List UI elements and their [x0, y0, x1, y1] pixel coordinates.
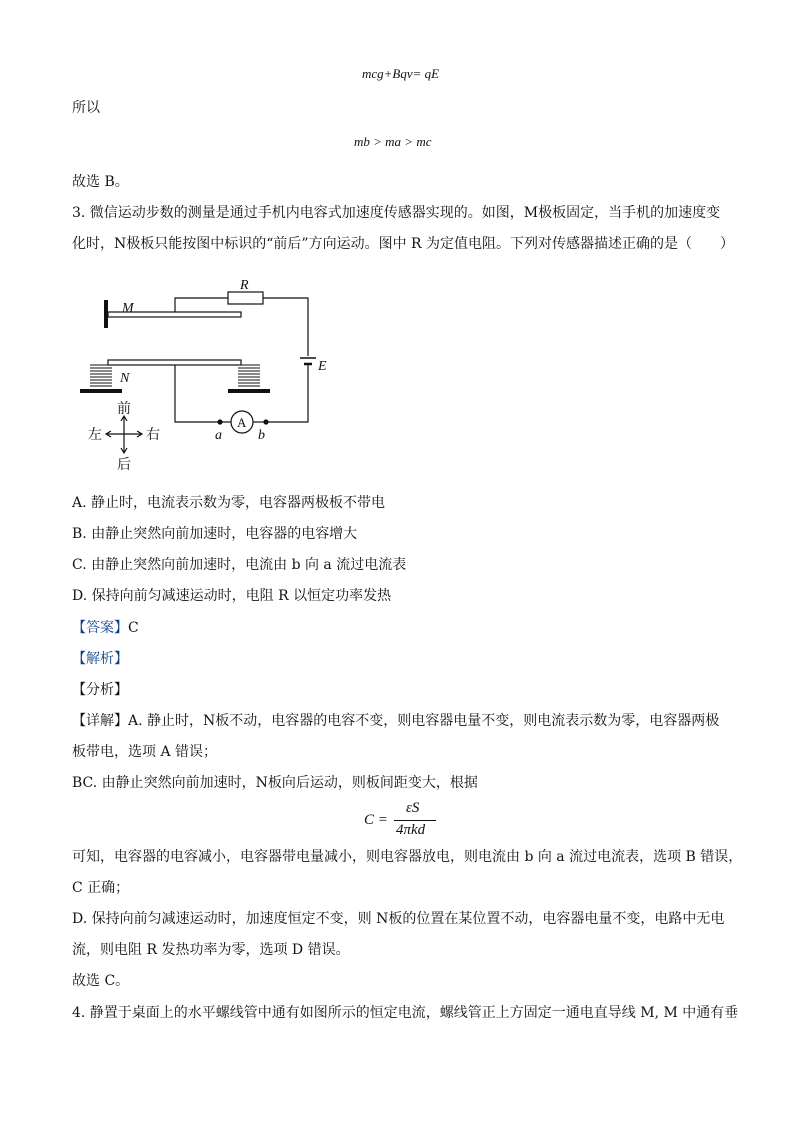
wire-r-to-battery — [263, 298, 308, 356]
text-answer-c: 故选 C。 — [72, 973, 130, 989]
option-c: C. 由静止突然向前加速时，电流由 b 向 a 流过电流表 — [72, 557, 407, 573]
formula-mass-order: mb > ma > mc — [354, 134, 432, 149]
option-d: D. 保持向前匀减速运动时，电阻 R 以恒定功率发热 — [72, 588, 392, 604]
capacitor-circuit-diagram — [78, 272, 338, 477]
spring-right — [238, 365, 260, 386]
xiangjie-text: A. 静止时，N板不动，电容器的电容不变，则电容器电量不变，则电流表示数为零，电容器两极 — [128, 713, 720, 729]
xiangjie-tag: 【详解】 — [72, 713, 128, 729]
label-e: E — [318, 359, 327, 374]
kz-line-1: 可知，电容器的电容减小，电容器带电量减小，则电容器放电，则电流由 b 向 a 流过电流表，选项 B 错误， — [72, 849, 743, 865]
label-you: 右 — [146, 428, 160, 443]
wire-m-to-r — [175, 298, 228, 312]
label-a: a — [215, 428, 222, 443]
wire-n-to-a — [175, 365, 220, 422]
label-n: N — [120, 371, 130, 386]
xiangjie-line-1 — [72, 711, 719, 731]
question-3-line-1: 3. 微信运动步数的测量是通过手机内电容式加速度传感器实现的。如图，M极板固定，当手机的加速度变 — [72, 205, 721, 221]
wire-battery-to-b — [266, 365, 308, 422]
xiangjie-line-2: 板带电，选项 A 错误； — [72, 744, 218, 760]
bc-line-1: BC. 由静止突然向前加速时，N板向后运动，则板间距变大，根据 — [72, 775, 478, 791]
answer-tag: 【答案】 — [72, 620, 128, 636]
jiexi-tag: 【解析】 — [72, 651, 128, 667]
question-4-line-1: 4. 静置于桌面上的水平螺线管中通有如图所示的恒定电流，螺线管正上方固定一通电直导线 M, M 中通有垂 — [72, 1005, 739, 1021]
option-a: A. 静止时，电流表示数为零，电容器两极板不带电 — [72, 495, 386, 511]
formula-c-numerator: εS — [406, 800, 420, 816]
answer-line — [72, 618, 139, 638]
answer-value: C — [128, 620, 139, 636]
label-qian: 前 — [117, 402, 131, 417]
d-line-1: D. 保持向前匀减速运动时，加速度恒定不变，则 N板的位置在某位置不动，电容器电量不变，电路中无电 — [72, 911, 725, 927]
kz-line-2: C 正确； — [72, 880, 130, 896]
direction-arrows — [106, 416, 142, 453]
formula-force-balance: mcg+Bqv= qE — [362, 66, 440, 81]
formula-c-fraction-bar — [394, 820, 436, 821]
text-answer-b: 故选 B。 — [72, 174, 129, 190]
formula-c-lhs: C = — [364, 812, 388, 828]
label-zuo: 左 — [88, 428, 102, 443]
label-m: M — [122, 301, 134, 316]
option-b: B. 由静止突然向前加速时，电容器的电容增大 — [72, 526, 358, 542]
spring-left — [90, 365, 112, 386]
label-r: R — [240, 278, 249, 293]
label-hou: 后 — [117, 458, 131, 473]
label-b: b — [258, 428, 265, 443]
resistor-r — [228, 292, 263, 304]
text-suoyi: 所以 — [72, 100, 100, 116]
formula-c-denominator: 4πkd — [396, 822, 426, 838]
fenxi-tag: 【分析】 — [72, 682, 128, 698]
label-ammeter: A — [237, 415, 247, 430]
question-3-line-2: 化时，N极板只能按图中标识的“前后”方向运动。图中 R 为定值电阻。下列对传感器描述正确的是（ ） — [72, 236, 735, 252]
d-line-2: 流，则电阻 R 发热功率为零，选项 D 错误。 — [72, 942, 350, 958]
n-plate — [108, 360, 241, 365]
